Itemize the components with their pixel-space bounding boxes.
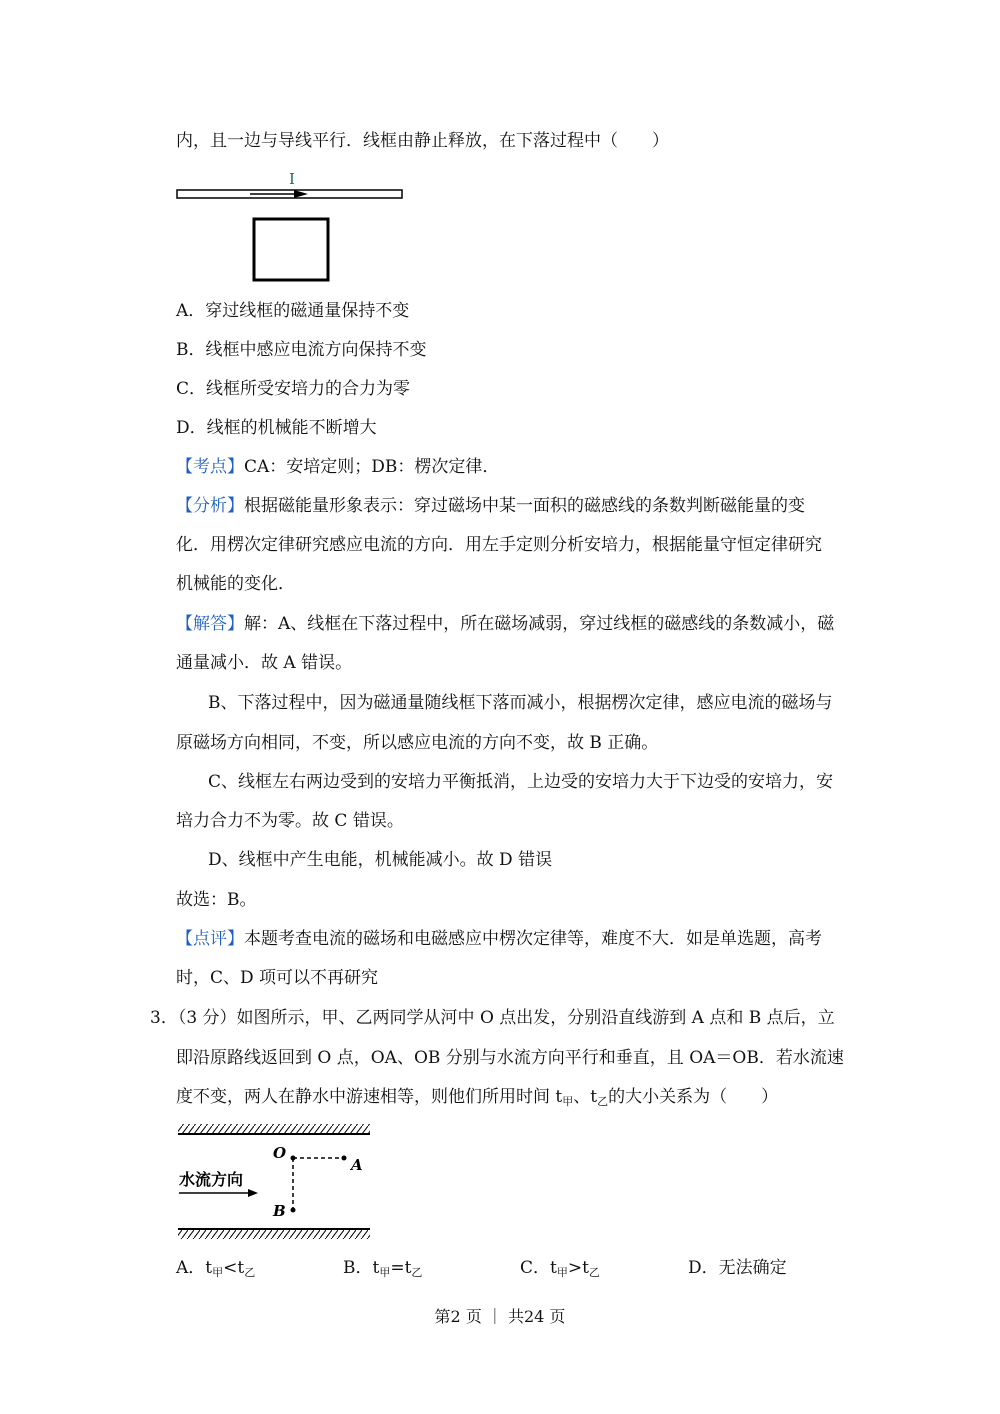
q2-answer: 故选：B。 [176,890,257,910]
q3-opt-a-mid: <t [223,1258,245,1278]
q2-jieda-d-line1: D、线框中产生电能，机械能减小。故 D 错误 [208,850,553,870]
q3-line3-b: 、t [573,1087,598,1107]
kaodian-tag: 【考点】 [176,457,244,477]
q3-option-b [343,1256,422,1285]
q2-fenxi-line2: 化．用楞次定律研究感应电流的方向．用左手定则分析安培力，根据能量守恒定律研究 [176,535,822,555]
dianping-text-1: 本题考查电流的磁场和电磁感应中楞次定律等，难度不大．如是单选题，高考 [244,929,822,949]
q2-fenxi-line3: 机械能的变化． [176,574,295,594]
q2-stem-tail: 内，且一边与导线平行．线框由静止释放，在下落过程中（ ） [176,131,669,151]
bottom-bank-hatch [178,1229,370,1239]
kaodian-text: CA：安培定则；DB：楞次定律． [244,457,500,477]
q2-option-a: A．穿过线框的磁通量保持不变 [176,301,410,321]
q3-opt-c-pre: C．t [520,1258,557,1278]
q2-fenxi-line1 [176,494,805,518]
q2-jieda-b-line1: B、下落过程中，因为磁通量随线框下落而减小，根据楞次定律，感应电流的磁场与 [208,693,833,713]
top-bank-hatch [178,1124,370,1134]
q3-option-d: D．无法确定 [688,1258,787,1278]
q3-opt-a-sub1: 甲 [212,1266,224,1279]
q3-option-c [520,1256,600,1285]
q3-line3-sub-yi: 乙 [597,1095,609,1108]
q3-river-figure [170,1118,380,1246]
point-a [342,1156,347,1161]
q3-line3-c: 的大小关系为（ ） [608,1087,779,1107]
q3-line3 [176,1085,778,1114]
q2-dianping-line1 [176,927,822,951]
q2-dianping-line2: 时，C、D 项可以不再研究 [176,968,379,988]
q2-option-d: D．线框的机械能不断增大 [176,418,377,438]
q3-opt-c-sub1: 甲 [556,1266,568,1279]
q2-jieda-c-line2: 培力合力不为零。故 C 错误。 [176,811,404,831]
q2-jieda-b-line2: 原磁场方向相同，不变，所以感应电流的方向不变，故 B 正确。 [176,733,659,753]
q3-opt-a-sub2: 乙 [244,1266,256,1279]
label-b: B [273,1202,286,1220]
q3-line3-sub-jia: 甲 [562,1095,574,1108]
q3-opt-b-sub2: 乙 [411,1266,423,1279]
fenxi-tag: 【分析】 [176,496,244,516]
q3-opt-b-sub1: 甲 [379,1266,391,1279]
q3-line3-a: 度不变，两人在静水中游速相等，则他们所用时间 t [176,1087,563,1107]
jieda-text-1: 解：A、线框在下落过程中，所在磁场减弱，穿过线框的磁感线的条数减小，磁 [244,614,835,634]
q3-opt-b-mid: =t [390,1258,412,1278]
q2-option-b: B．线框中感应电流方向保持不变 [176,340,427,360]
page-footer: 第2 页 ｜ 共24 页 [434,1307,566,1326]
q3-opt-b-pre: B．t [343,1258,380,1278]
q2-kaodian [176,455,499,479]
flow-arrow-head [248,1189,258,1197]
q2-wire-frame-figure [170,168,410,288]
fenxi-text-1: 根据磁能量形象表示：穿过磁场中某一面积的磁感线的条数判断磁能量的变 [244,496,805,516]
label-o: O [273,1144,287,1162]
label-a: A [351,1156,363,1174]
flow-direction-label: 水流方向 [179,1170,244,1189]
dianping-tag: 【点评】 [176,929,244,949]
current-label: I [289,170,295,188]
q3-opt-c-sub2: 乙 [588,1266,600,1279]
current-arrow-head [294,190,308,198]
q2-jieda-line2: 通量减小．故 A 错误。 [176,653,353,673]
wire-frame-square [254,219,328,280]
q3-line1: 3．（3 分）如图所示，甲、乙两同学从河中 O 点出发，分别沿直线游到 A 点和 B 点后，立 [150,1008,835,1028]
q3-line2: 即沿原路线返回到 O 点，OA、OB 分别与水流方向平行和垂直，且 OA＝OB．若水流速 [176,1048,844,1068]
q2-jieda-line1 [176,612,834,636]
q2-jieda-c-line1: C、线框左右两边受到的安培力平衡抵消，上边受的安培力大于下边受的安培力，安 [208,772,834,792]
q3-opt-c-mid: >t [567,1258,589,1278]
point-b [291,1208,296,1213]
q3-option-a [176,1256,255,1285]
jieda-tag: 【解答】 [176,614,244,634]
q2-option-c: C．线框所受安培力的合力为零 [176,379,411,399]
q3-opt-a-pre: A．t [176,1258,213,1278]
